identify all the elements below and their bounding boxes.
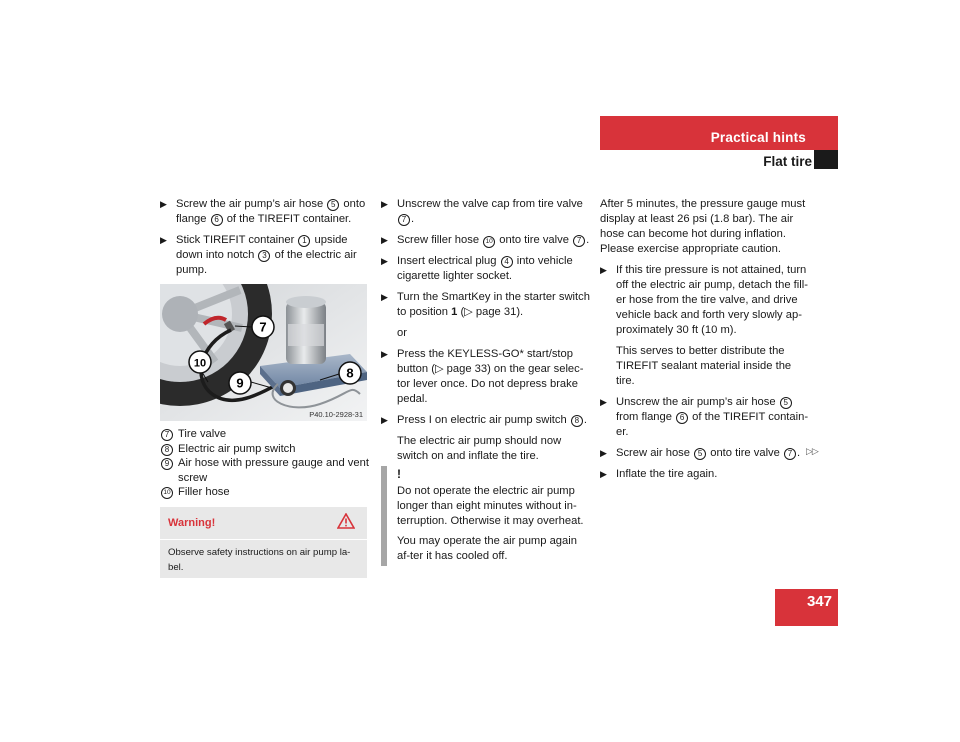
tirefit-illustration <box>160 284 367 421</box>
column-3 <box>600 197 812 488</box>
page-number: 347 <box>775 589 838 626</box>
figure-code: P40.10-2928-31 <box>309 410 363 419</box>
step-arrow-icon: ▶ <box>381 292 388 302</box>
step-follow-text: This serves to better distribute the TIREFIT sealant material inside the tire. <box>616 345 792 387</box>
warning-divider <box>160 539 367 540</box>
step-press-keyless-go: ▶ Press the KEYLESS-GO* start/stop button (▷ page 33) on the gear selec-tor lever once. Do not depress brake pedal. <box>381 348 584 405</box>
step-arrow-icon: ▶ <box>160 235 167 245</box>
step-arrow-icon: ▶ <box>600 265 607 275</box>
tirefit-drawing <box>160 284 367 421</box>
step-follow-text: The electric air pump should now switch on and inflate the tire. <box>397 435 562 462</box>
svg-text:10: 10 <box>193 357 207 370</box>
svg-text:7: 7 <box>259 319 267 335</box>
step-insert-plug: ▶ Insert electrical plug 4 into vehicle cigarette lighter socket. <box>381 255 573 282</box>
note-bar <box>381 466 387 566</box>
subsection-title: Flat tire <box>763 154 812 169</box>
step-unscrew-valve-cap: ▶ Unscrew the valve cap from tire valve 7 . <box>381 198 583 225</box>
warning-triangle-icon <box>337 513 355 534</box>
column-2 <box>381 197 591 470</box>
callout-number: 6 <box>211 214 223 226</box>
header-marker <box>814 150 838 169</box>
step-insert-container: ▶ Stick TIREFIT container 1 upside down into notch 3 of the electric air pump. <box>160 234 357 276</box>
exclamation-icon: ! <box>397 467 401 481</box>
step-inflate-again: ▶ Inflate the tire again. <box>600 468 718 480</box>
header-bar <box>600 116 838 150</box>
callout-number: 3 <box>258 250 270 262</box>
column-1 <box>160 197 370 500</box>
step-arrow-icon: ▶ <box>160 199 167 209</box>
legend-item: 10 Filler hose <box>160 485 370 500</box>
step-arrow-icon: ▶ <box>600 469 607 479</box>
intro-paragraph: After 5 minutes, the pressure gauge must display at least 26 psi (1.8 bar). The air hose can become hot during inflation. Please exercise appropriate caution. <box>600 198 806 255</box>
step-arrow-icon: ▶ <box>381 256 388 266</box>
legend-item: 9 Air hose with pressure gauge and vent screw <box>160 456 370 485</box>
warning-title: Warning! <box>168 517 216 529</box>
step-arrow-icon: ▶ <box>381 415 388 425</box>
legend-item: 7 Tire valve <box>160 427 370 442</box>
caution-note <box>381 466 591 566</box>
legend-item: 8 Electric air pump switch <box>160 442 370 457</box>
step-screw-filler-hose: ▶ Screw filler hose 10 onto tire valve 7 . <box>381 234 590 246</box>
or-text: or <box>397 327 407 339</box>
figure-legend <box>160 427 370 500</box>
step-turn-smartkey: ▶ Turn the SmartKey in the starter switch to position 1 (▷ page 31). <box>381 291 590 318</box>
note-paragraph: You may operate the air pump again af-ter it has cooled off. <box>397 535 577 562</box>
step-pressure-not-attained: ▶ If this tire pressure is not attained, turn off the electric air pump, detach the fill-er hose from the tire valve, and drive vehicle back and forth very slowly ap-proximately 30 ft (10 m). <box>600 264 808 336</box>
step-attach-air-hose: ▶ Screw the air pump’s air hose 5 onto flange 6 of the TIREFIT container. <box>160 198 366 225</box>
section-title: Practical hints <box>710 130 806 145</box>
callout-number: 1 <box>298 235 310 247</box>
step-arrow-icon: ▶ <box>381 349 388 359</box>
callout-number: 5 <box>327 199 339 211</box>
step-press-pump-switch: ▶ Press I on electric air pump switch 8 . <box>381 414 587 426</box>
warning-box <box>160 507 367 578</box>
step-unscrew-air-hose: ▶ Unscrew the air pump’s air hose 5 from flange 6 of the TIREFIT contain-er. <box>600 396 809 438</box>
step-arrow-icon: ▶ <box>381 235 388 245</box>
step-arrow-icon: ▶ <box>381 199 388 209</box>
step-screw-air-hose: ▶ Screw air hose 5 onto tire valve 7 . <box>600 447 801 459</box>
step-arrow-icon: ▶ <box>600 448 607 458</box>
warning-text: Observe safety instructions on air pump la-bel. <box>168 547 351 573</box>
step-arrow-icon: ▶ <box>600 397 607 407</box>
svg-text:9: 9 <box>236 375 244 391</box>
svg-text:8: 8 <box>346 365 354 381</box>
continued-icon: ▷▷ <box>806 446 818 456</box>
note-paragraph: Do not operate the electric air pump longer than eight minutes without in-terruption. Otherwise it may overheat. <box>397 485 584 527</box>
